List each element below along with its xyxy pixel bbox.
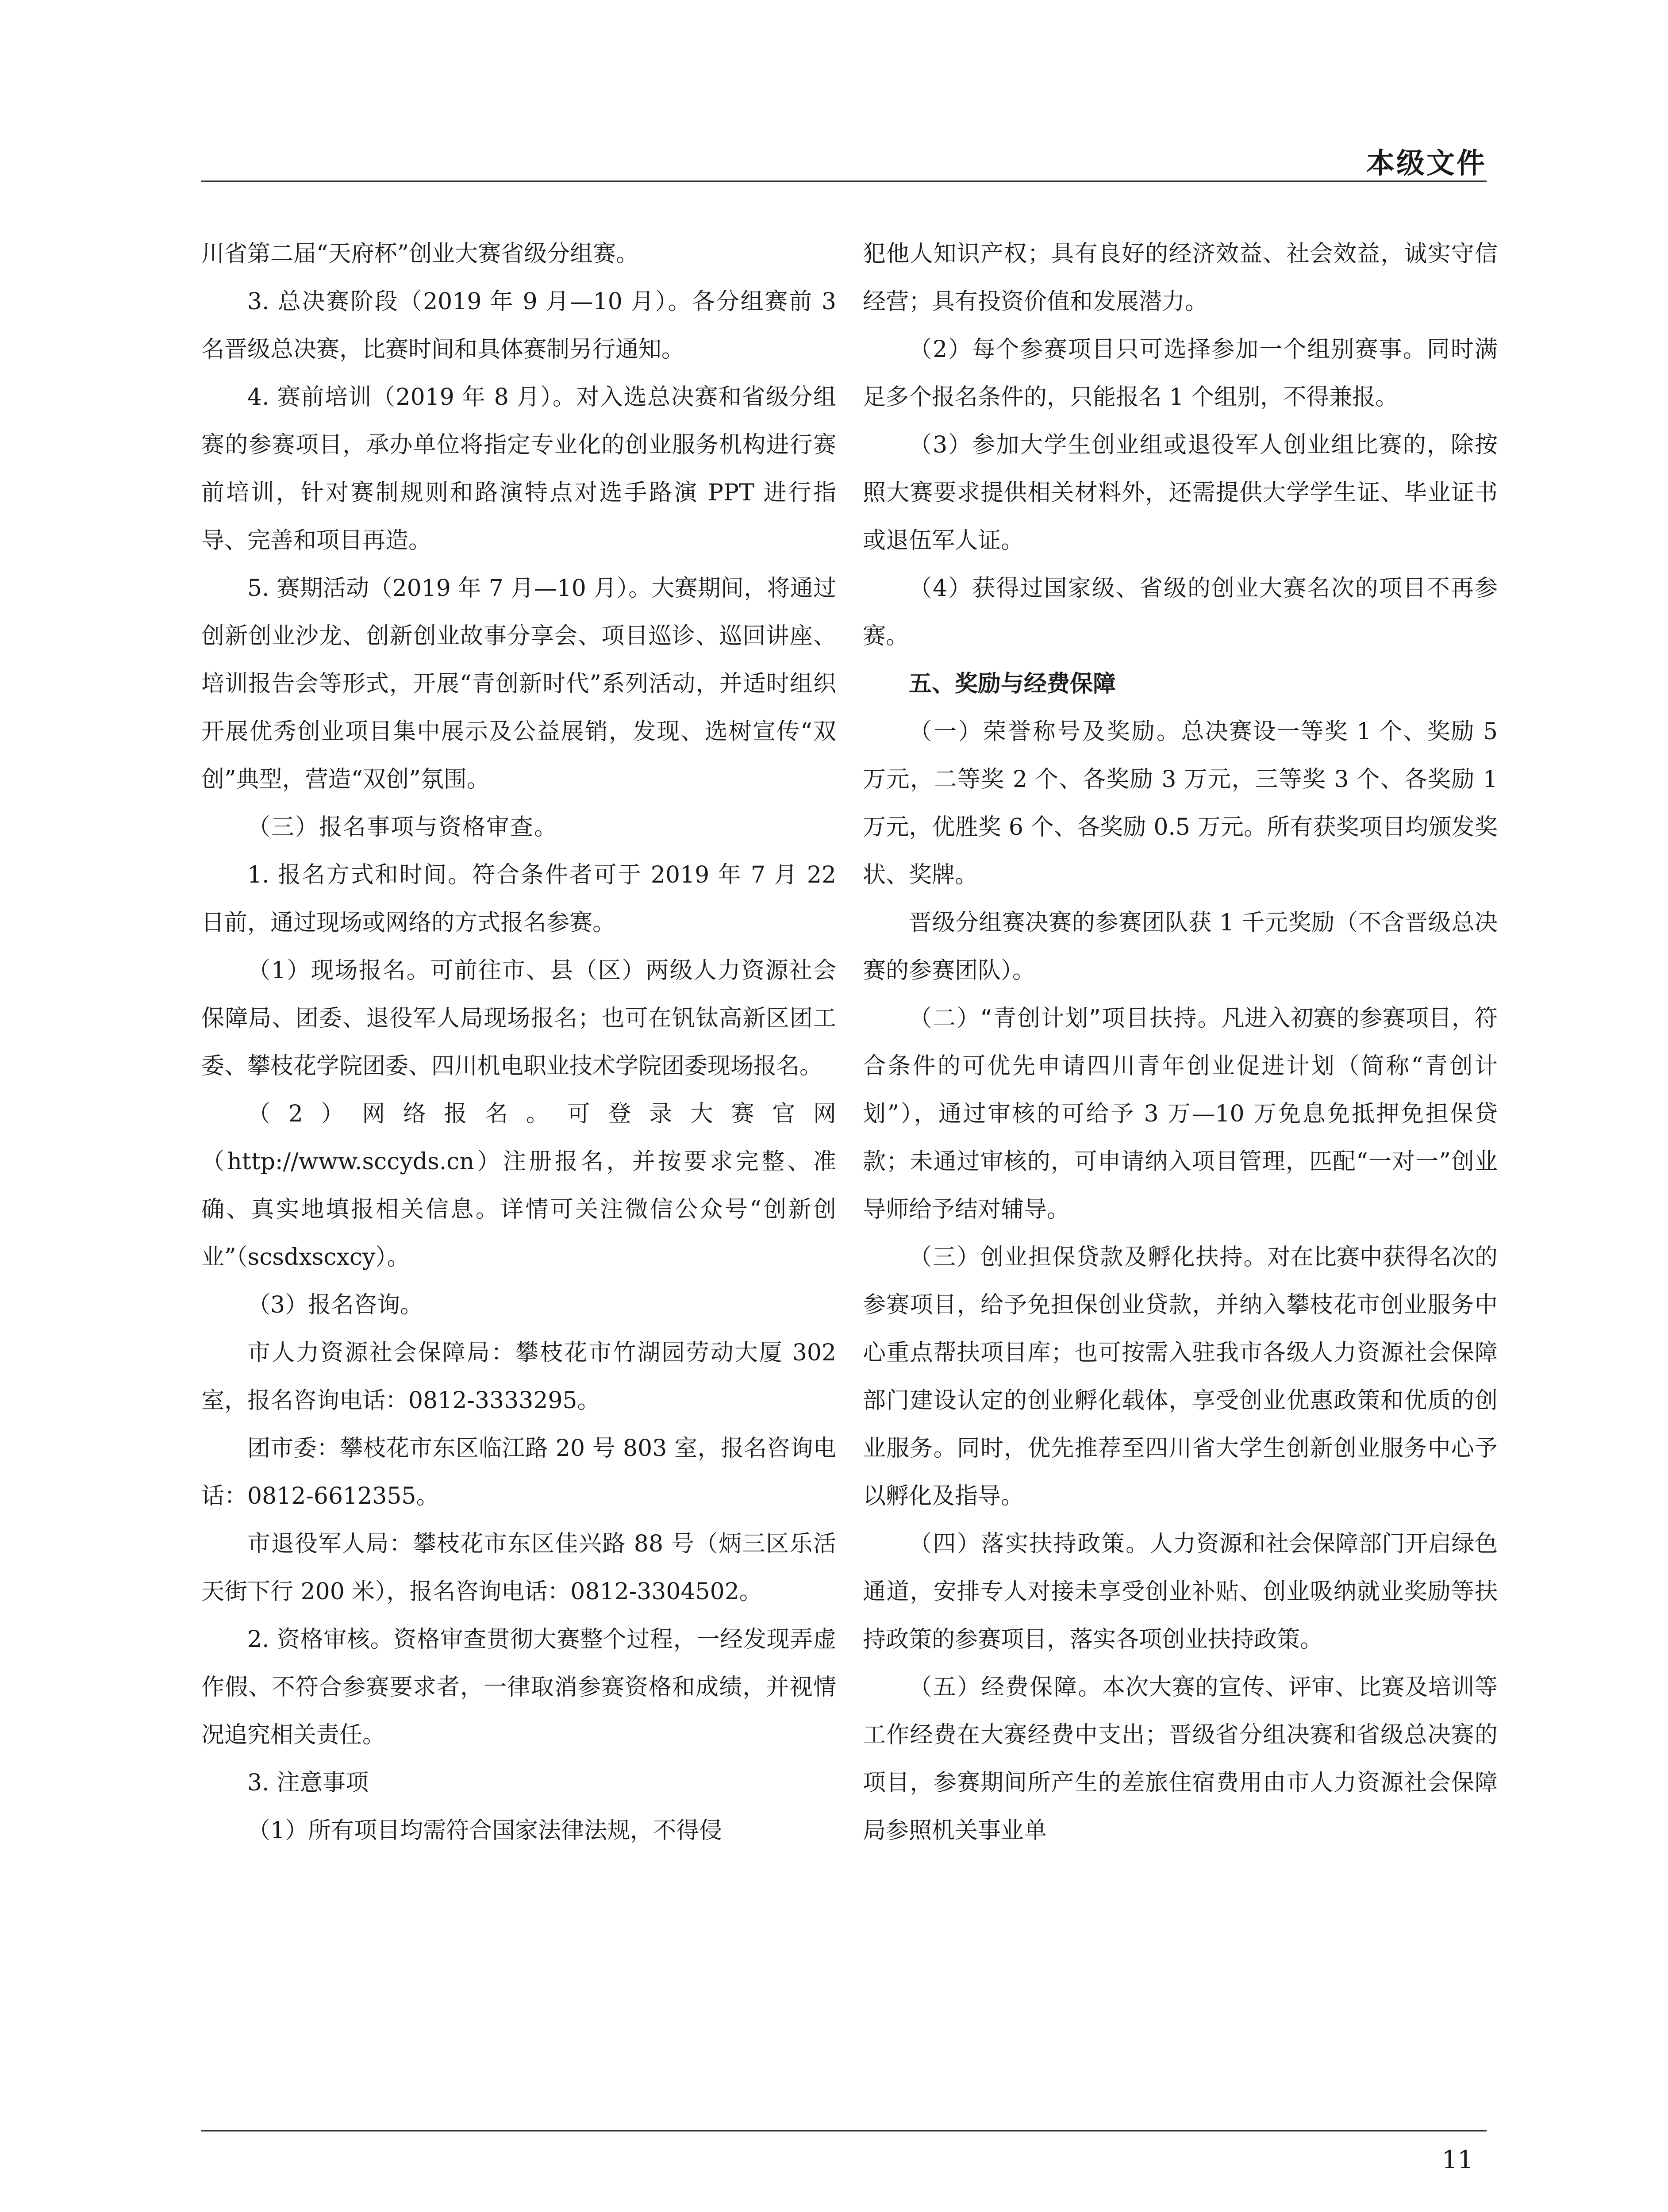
paragraph-text: 1. 报名方式和时间。符合条件者可于 2019 年 7 月 22 日前，通过现场或网络的方式报名参赛。 <box>201 862 836 936</box>
paragraph <box>201 947 836 1090</box>
page-number: 11 <box>1441 2146 1473 2174</box>
paragraph-lead: （五）经费保障。 <box>909 1674 1102 1701</box>
paragraph-lead: （三）报名事项与资格审查。 <box>247 814 558 841</box>
paragraph <box>863 1663 1498 1855</box>
paragraph <box>863 899 1498 995</box>
paragraph-text: （1）现场报名。可前往市、县（区）两级人力资源社会保障局、团委、退役军人局现场报名；也可在钒钛高新区团工委、攀枝花学院团委、四川机电职业技术学院团委现场报名。 <box>201 957 836 1079</box>
paragraph-text: 对在比赛中获得名次的参赛项目，给予免担保创业贷款，并纳入攀枝花市创业服务中心重点帮扶项目库；也可按需入驻我市各级人力资源社会保障部门建设认定的创业孵化载体，享受创业优惠政策和优质的创业服务。同时，优先推荐至四川省大学生创新创业服务中心予以孵化及指导。 <box>863 1244 1498 1509</box>
paragraph <box>201 1329 836 1425</box>
paragraph-continued <box>863 230 1498 326</box>
paragraph <box>201 373 836 565</box>
paragraph <box>863 708 1498 899</box>
paragraph-text: 3. 注意事项 <box>247 1770 369 1796</box>
paragraph-text: 人力资源和社会保障部门开启绿色通道，安排专人对接未享受创业补贴、创业吸纳就业奖励等扶持政策的参赛项目，落实各项创业扶持政策。 <box>863 1531 1498 1653</box>
paragraph-lead: （二）“青创计划”项目扶持。 <box>909 1005 1222 1032</box>
paragraph-text: 总决赛设一等奖 1 个、奖励 5 万元，二等奖 2 个、各奖励 3 万元，三等奖 3 个、各奖励 1 万元，优胜奖 6 个、各奖励 0.5 万元。所有获奖项目均颁发奖状、奖牌。 <box>863 718 1498 888</box>
paragraph <box>201 851 836 947</box>
paragraph-text: （3）报名咨询。 <box>247 1292 423 1318</box>
paragraph-text: （2）每个参赛项目只可选择参加一个组别赛事。同时满足多个报名条件的，只能报名 1 个组别，不得兼报。 <box>863 336 1498 411</box>
paragraph-text: （1）所有项目均需符合国家法律法规，不得侵 <box>247 1817 723 1844</box>
paragraph <box>863 326 1498 421</box>
right-column <box>863 230 1498 1855</box>
paragraph-text: 2. 资格审核。资格审查贯彻大赛整个过程，一经发现弄虚作假、不符合参赛要求者，一律取消参赛资格和成绩，并视情况追究相关责任。 <box>201 1626 836 1748</box>
paragraph <box>201 1281 836 1329</box>
paragraph <box>201 1090 836 1281</box>
paragraph-text: 凡进入初赛的参赛项目，符合条件的可优先申请四川青年创业促进计划（简称“青创计划”），通过审核的可给予 3 万—10 万免息免抵押免担保贷款；未通过审核的，可申请纳入项目管理，匹配“一对一”创业导师给予结对辅导。 <box>863 1005 1498 1223</box>
paragraph-text: 市人力资源社会保障局：攀枝花市竹湖园劳动大厦 302 室，报名咨询电话：0812-3333295。 <box>201 1340 836 1414</box>
paragraph-lead: （三）创业担保贷款及孵化扶持。 <box>909 1244 1268 1271</box>
paragraph <box>201 1807 836 1855</box>
paragraph <box>863 1233 1498 1520</box>
paragraph-text: 市退役军人局：攀枝花市东区佳兴路 88 号（炳三区乐活天街下行 200 米），报名咨询电话：0812-3304502。 <box>201 1531 836 1605</box>
paragraph-continued <box>201 230 836 278</box>
paragraph-text: 晋级分组赛决赛的参赛团队获 1 千元奖励（不含晋级总决赛的参赛团队）。 <box>863 910 1498 984</box>
paragraph-text: （3）参加大学生创业组或退役军人创业组比赛的，除按照大赛要求提供相关材料外，还需提供大学学生证、毕业证书或退伍军人证。 <box>863 432 1498 554</box>
header-rule <box>201 180 1487 182</box>
paragraph <box>201 1759 836 1807</box>
paragraph <box>201 1520 836 1616</box>
section-heading <box>863 660 1498 708</box>
paragraph-text: 川省第二届“天府杯”创业大赛省级分组赛。 <box>201 241 639 267</box>
paragraph <box>863 1520 1498 1663</box>
paragraph-text: 本次大赛的宣传、评审、比赛及培训等工作经费在大赛经费中支出；晋级省分组决赛和省级总决赛的项目，参赛期间所产生的差旅住宿费用由市人力资源社会保障局参照机关事业单 <box>863 1674 1498 1844</box>
paragraph <box>863 995 1498 1233</box>
paragraph-text: 团市委：攀枝花市东区临江路 20 号 803 室，报名咨询电话：0812-6612355。 <box>201 1435 836 1509</box>
paragraph <box>201 565 836 803</box>
paragraph-lead: （四）落实扶持政策。 <box>909 1531 1150 1557</box>
paragraph-text: （2）网络报名。可登录大赛官网（http://www.sccyds.cn）注册报名，并按要求完整、准确、真实地填报相关信息。详情可关注微信公众号“创新创业”（scsdxscxcy）。 <box>201 1101 836 1271</box>
paragraph-text: 3. 总决赛阶段（2019 年 9 月—10 月）。各分组赛前 3 名晋级总决赛，比赛时间和具体赛制另行通知。 <box>201 288 836 363</box>
paragraph <box>201 1425 836 1520</box>
paragraph-text: 4. 赛前培训（2019 年 8 月）。对入选总决赛和省级分组赛的参赛项目，承办单位将指定专业化的创业服务机构进行赛前培训，针对赛制规则和路演特点对选手路演 PPT 进行指导、完善和项目再造。 <box>201 384 836 554</box>
paragraph <box>201 278 836 373</box>
paragraph-text: 五、奖励与经费保障 <box>909 671 1116 697</box>
footer-rule <box>201 2130 1487 2131</box>
paragraph <box>863 565 1498 660</box>
paragraph-text: （4）获得过国家级、省级的创业大赛名次的项目不再参赛。 <box>863 575 1498 649</box>
paragraph-lead: （一）荣誉称号及奖励。 <box>909 718 1181 745</box>
paragraph <box>201 803 836 851</box>
paragraph <box>201 1616 836 1759</box>
paragraph <box>863 421 1498 565</box>
left-column <box>201 230 836 1855</box>
paragraph-text: 5. 赛期活动（2019 年 7 月—10 月）。大赛期间，将通过创新创业沙龙、创新创业故事分享会、项目巡诊、巡回讲座、培训报告会等形式，开展“青创新时代”系列活动，并适时组织开展优秀创业项目集中展示及公益展销，发现、选树宣传“双创”典型，营造“双创”氛围。 <box>201 575 836 793</box>
page-header-title: 本级文件 <box>1366 147 1487 180</box>
paragraph-text: 犯他人知识产权；具有良好的经济效益、社会效益，诚实守信经营；具有投资价值和发展潜力。 <box>863 241 1498 315</box>
